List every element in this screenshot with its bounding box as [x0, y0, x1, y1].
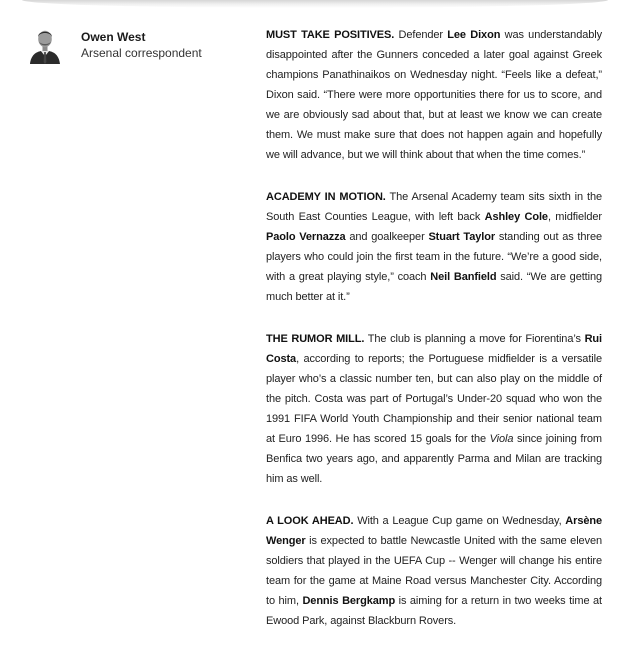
bold-name: Arsène Wenger	[266, 515, 602, 547]
top-divider	[22, 0, 608, 8]
bold-name: Paolo Vernazza	[266, 231, 346, 243]
author-role: Arsenal correspondent	[81, 46, 202, 60]
bold-name: Neil Banfield	[430, 271, 497, 283]
author-avatar	[29, 28, 61, 64]
italic-term: Viola	[489, 433, 514, 445]
article-paragraph: MUST TAKE POSITIVES. Defender Lee Dixon was understandably disappointed after the Gunners conceded a later goal against Greek champions Panathinaikos on Wednesday night. “Feels like a defeat,” Dixon said. “There were more opportunities there for us to score, and we are obviously sad about that, but at least we know we can create them. We must make sure that does not happen again and hopefully we will advance, but we will think about that when the time comes.”	[266, 29, 602, 161]
bold-name: Dennis Bergkamp	[302, 595, 396, 607]
author-photo-icon	[29, 28, 61, 64]
article-body	[266, 25, 602, 653]
bold-name: Ashley Cole	[484, 211, 548, 223]
bold-name: Rui Costa	[266, 333, 602, 365]
bold-name: Lee Dixon	[447, 29, 501, 41]
bold-name: Stuart Taylor	[428, 231, 496, 243]
author-name: Owen West	[81, 30, 146, 44]
paragraph-heading: ACADEMY IN MOTION.	[266, 191, 386, 203]
author-byline	[29, 28, 249, 68]
paragraph-heading: THE RUMOR MILL.	[266, 333, 365, 345]
article-paragraph: THE RUMOR MILL. The club is planning a move for Fiorentina’s Rui Costa, according to reports; the Portuguese midfielder is a versatile player who’s a classic number ten, but can also play on the middle of the pitch. Costa was part of Portugal’s Under-20 squad who won the 1991 FIFA World Youth Championship and their senior national team at Euro 1996. He has scored 15 goals for the Viola since joining from Benfica two years ago, and apparently Parma and Milan are tracking him as well.	[266, 333, 602, 485]
paragraph-heading: A LOOK AHEAD.	[266, 515, 354, 527]
article-paragraph: ACADEMY IN MOTION. The Arsenal Academy team sits sixth in the South East Counties League, with left back Ashley Cole, midfielder Paolo Vernazza and goalkeeper Stuart Taylor standing out as three players who could join the first team in the future. “We’re a good side, with a great playing style,” coach Neil Banfield said. “We are getting much better at it.”	[266, 191, 603, 303]
paragraph-heading: MUST TAKE POSITIVES.	[266, 29, 395, 41]
article-paragraph: A LOOK AHEAD. With a League Cup game on Wednesday, Arsène Wenger is expected to battle Newcastle United with the same eleven soldiers that played in the UEFA Cup -- Wenger will change his entire team for the game at Maine Road versus Manchester City. According to him, Dennis Bergkamp is aiming for a return in two weeks time at Ewood Park, against Blackburn Rovers.	[266, 515, 602, 627]
